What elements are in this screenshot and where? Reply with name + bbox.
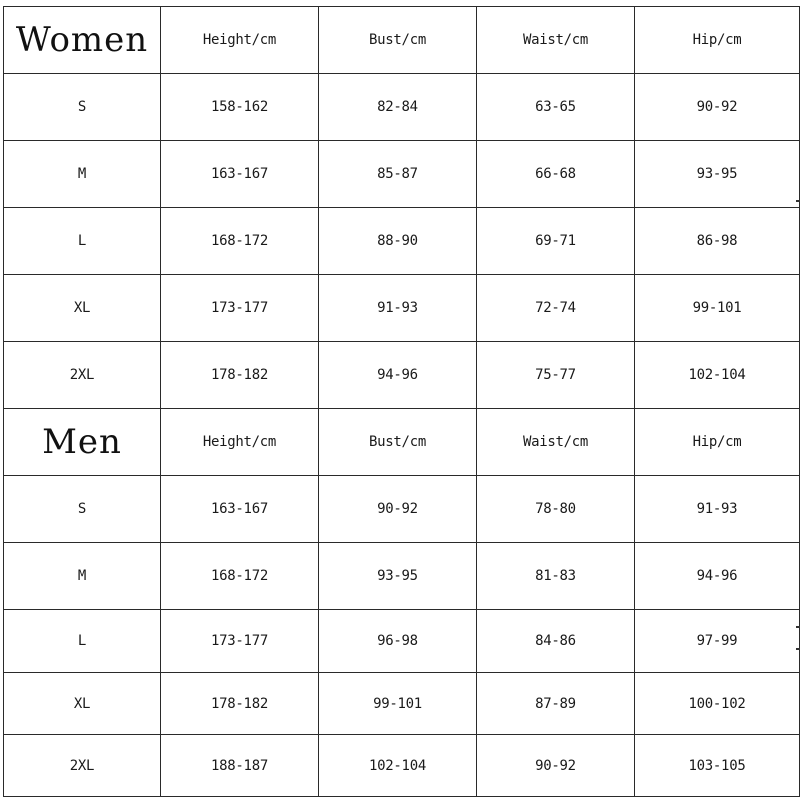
height-cell: 163-167 xyxy=(161,141,319,208)
height-cell: 188-187 xyxy=(161,735,319,797)
bust-cell: 82-84 xyxy=(319,74,477,141)
table-row xyxy=(4,673,800,735)
size-label: S xyxy=(4,476,161,543)
hip-cell: 91-93 xyxy=(635,476,800,543)
size-label: M xyxy=(4,543,161,610)
hip-cell: 97-99 xyxy=(635,610,800,673)
table-row xyxy=(4,476,800,543)
column-header-height: Height/cm xyxy=(161,409,319,476)
waist-cell: 84-86 xyxy=(477,610,635,673)
bust-cell: 93-95 xyxy=(319,543,477,610)
size-chart xyxy=(3,6,800,797)
waist-cell: 90-92 xyxy=(477,735,635,797)
size-label: S xyxy=(4,74,161,141)
height-cell: 173-177 xyxy=(161,275,319,342)
height-cell: 158-162 xyxy=(161,74,319,141)
height-cell: 163-167 xyxy=(161,476,319,543)
size-label: 2XL xyxy=(4,735,161,797)
bust-cell: 88-90 xyxy=(319,208,477,275)
column-header-bust: Bust/cm xyxy=(319,409,477,476)
size-label: L xyxy=(4,610,161,673)
bust-cell: 96-98 xyxy=(319,610,477,673)
hip-cell: 99-101 xyxy=(635,275,800,342)
bust-cell: 102-104 xyxy=(319,735,477,797)
hip-cell: 102-104 xyxy=(635,342,800,409)
hip-cell: 103-105 xyxy=(635,735,800,797)
size-label: M xyxy=(4,141,161,208)
men-title: Men xyxy=(4,409,161,476)
size-label: 2XL xyxy=(4,342,161,409)
waist-cell: 63-65 xyxy=(477,74,635,141)
column-header-hip: Hip/cm xyxy=(635,409,800,476)
size-label: XL xyxy=(4,673,161,735)
bust-cell: 85-87 xyxy=(319,141,477,208)
hip-cell: 94-96 xyxy=(635,543,800,610)
height-cell: 168-172 xyxy=(161,208,319,275)
column-header-waist: Waist/cm xyxy=(477,409,635,476)
waist-cell: 66-68 xyxy=(477,141,635,208)
waist-cell: 69-71 xyxy=(477,208,635,275)
height-cell: 178-182 xyxy=(161,673,319,735)
height-cell: 168-172 xyxy=(161,543,319,610)
women-header-row xyxy=(4,7,800,74)
table-row xyxy=(4,342,800,409)
edge-mark xyxy=(796,626,800,628)
table-row xyxy=(4,74,800,141)
size-label: XL xyxy=(4,275,161,342)
hip-cell: 93-95 xyxy=(635,141,800,208)
waist-cell: 78-80 xyxy=(477,476,635,543)
edge-mark xyxy=(796,200,800,202)
column-header-bust: Bust/cm xyxy=(319,7,477,74)
waist-cell: 75-77 xyxy=(477,342,635,409)
waist-cell: 87-89 xyxy=(477,673,635,735)
table-row xyxy=(4,275,800,342)
edge-mark xyxy=(796,648,800,650)
table-row xyxy=(4,610,800,673)
column-header-height: Height/cm xyxy=(161,7,319,74)
table-row xyxy=(4,141,800,208)
bust-cell: 94-96 xyxy=(319,342,477,409)
table-row xyxy=(4,735,800,797)
height-cell: 178-182 xyxy=(161,342,319,409)
hip-cell: 100-102 xyxy=(635,673,800,735)
size-table xyxy=(3,6,800,797)
size-label: L xyxy=(4,208,161,275)
bust-cell: 99-101 xyxy=(319,673,477,735)
table-row xyxy=(4,543,800,610)
women-title: Women xyxy=(4,7,161,74)
men-header-row xyxy=(4,409,800,476)
height-cell: 173-177 xyxy=(161,610,319,673)
column-header-waist: Waist/cm xyxy=(477,7,635,74)
column-header-hip: Hip/cm xyxy=(635,7,800,74)
waist-cell: 72-74 xyxy=(477,275,635,342)
waist-cell: 81-83 xyxy=(477,543,635,610)
bust-cell: 91-93 xyxy=(319,275,477,342)
hip-cell: 90-92 xyxy=(635,74,800,141)
hip-cell: 86-98 xyxy=(635,208,800,275)
bust-cell: 90-92 xyxy=(319,476,477,543)
table-row xyxy=(4,208,800,275)
